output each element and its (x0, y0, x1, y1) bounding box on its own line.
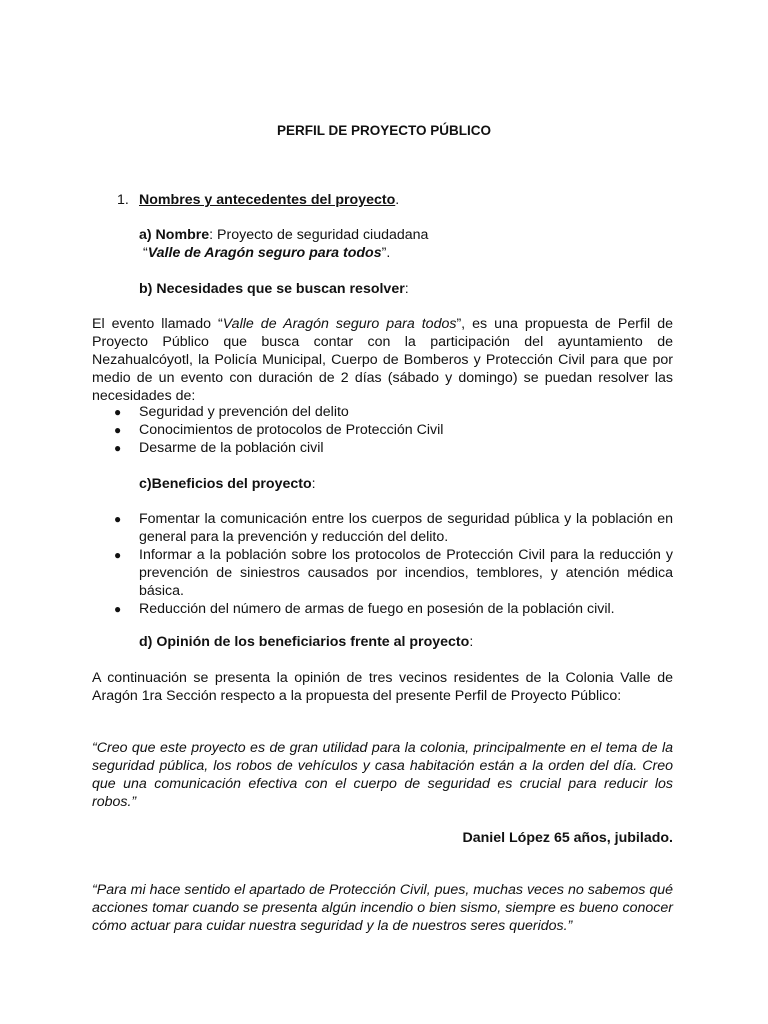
document-title: PERFIL DE PROYECTO PÚBLICO (276, 123, 492, 138)
needs-label: b) Necesidades que se buscan resolver (139, 281, 405, 297)
list-item-text: Reducción del número de armas de fuego en posesión de la población civil. (139, 600, 615, 617)
intro-start: El evento llamado “ (92, 316, 223, 332)
list-item (114, 547, 673, 601)
section-number: 1. (117, 192, 129, 208)
list-item (114, 422, 673, 440)
list-item (114, 511, 673, 547)
project-name-line (143, 245, 390, 263)
list-item-text: Fomentar la comunicación entre los cuerpos de seguridad pública y la población en general para la prevención y reducción del delito. (139, 511, 673, 545)
quote-1: “Creo que este proyecto es de gran utilidad para la colonia, principalmente en el tema de la seguridad pública, los robos de vehículos y casa habitación están a la orden del día. Creo que una comunicación efectiva con el cuerpo de seguridad es crucial para reducir los robos.” (92, 740, 673, 810)
benefits-list (114, 511, 673, 618)
opinions-suffix: : (469, 634, 474, 650)
name-text: : Proyecto de seguridad ciudadana (209, 227, 429, 243)
intro-paragraph (92, 316, 673, 406)
bullet-icon: ● (114, 422, 122, 437)
name-line (139, 227, 428, 245)
list-item-text: Conocimientos de protocolos de Protección Civil (139, 421, 444, 438)
benefits-label: c)Beneficios del proyecto (139, 476, 312, 492)
bullet-icon: ● (114, 512, 122, 526)
needs-heading (139, 281, 409, 299)
benefits-suffix: : (311, 476, 316, 492)
benefits-heading (139, 476, 316, 494)
list-item-text: Informar a la población sobre los protocolos de Protección Civil para la reducción y prevención de siniestros causados por incendios, temblores, y atención médica básica. (139, 546, 673, 599)
opinions-intro: A continuación se presenta la opinión de tres vecinos residentes de la Colonia Valle de Aragón 1ra Sección respecto a la propuesta del presente Perfil de Proyecto Público: (92, 670, 673, 704)
bullet-icon: ● (114, 547, 122, 562)
needs-suffix: : (404, 281, 409, 297)
name-label: a) Nombre (139, 227, 210, 243)
bullet-icon: ● (114, 440, 122, 455)
needs-list (114, 404, 673, 458)
list-item (114, 601, 673, 619)
list-item (114, 404, 673, 422)
bullet-icon: ● (114, 601, 122, 616)
quote-2: “Para mi hace sentido el apartado de Protección Civil, pues, muchas veces no sabemos qué acciones tomar cuando se presenta algún incendio o bien sismo, siempre es bueno conocer cómo actuar para cuidar nuestra seguridad y la de nuestros seres queridos.” (92, 882, 673, 934)
quote-1-author: Daniel López 65 años, jubilado. (462, 830, 673, 846)
project-name-open-quote: “ (143, 245, 148, 261)
list-item (114, 440, 673, 458)
section-heading (139, 192, 399, 210)
section-heading-suffix: . (395, 192, 400, 208)
project-name-close-quote: ”. (381, 245, 391, 261)
intro-rest: ”, es una propuesta de Perfil de Proyecto Público que busca contar con la participación del ayuntamiento de Nezahualcóyotl, la Policía Municipal, Cuerpo de Bomberos y Protección Civil para que por medio de un evento con duración de 2 días (sábado y domingo) se puedan resolver las necesidades de: (92, 316, 673, 404)
intro-event-name: Valle de Aragón seguro para todos (222, 316, 457, 332)
list-item-text: Seguridad y prevención del delito (139, 404, 349, 420)
opinions-heading (139, 634, 473, 652)
opinions-label: d) Opinión de los beneficiarios frente al proyecto (139, 634, 470, 650)
project-name: Valle de Aragón seguro para todos (147, 245, 382, 261)
section-heading-text: Nombres y antecedentes del proyecto (139, 192, 396, 208)
bullet-icon: ● (114, 405, 122, 419)
list-item-text: Desarme de la población civil (139, 439, 324, 456)
